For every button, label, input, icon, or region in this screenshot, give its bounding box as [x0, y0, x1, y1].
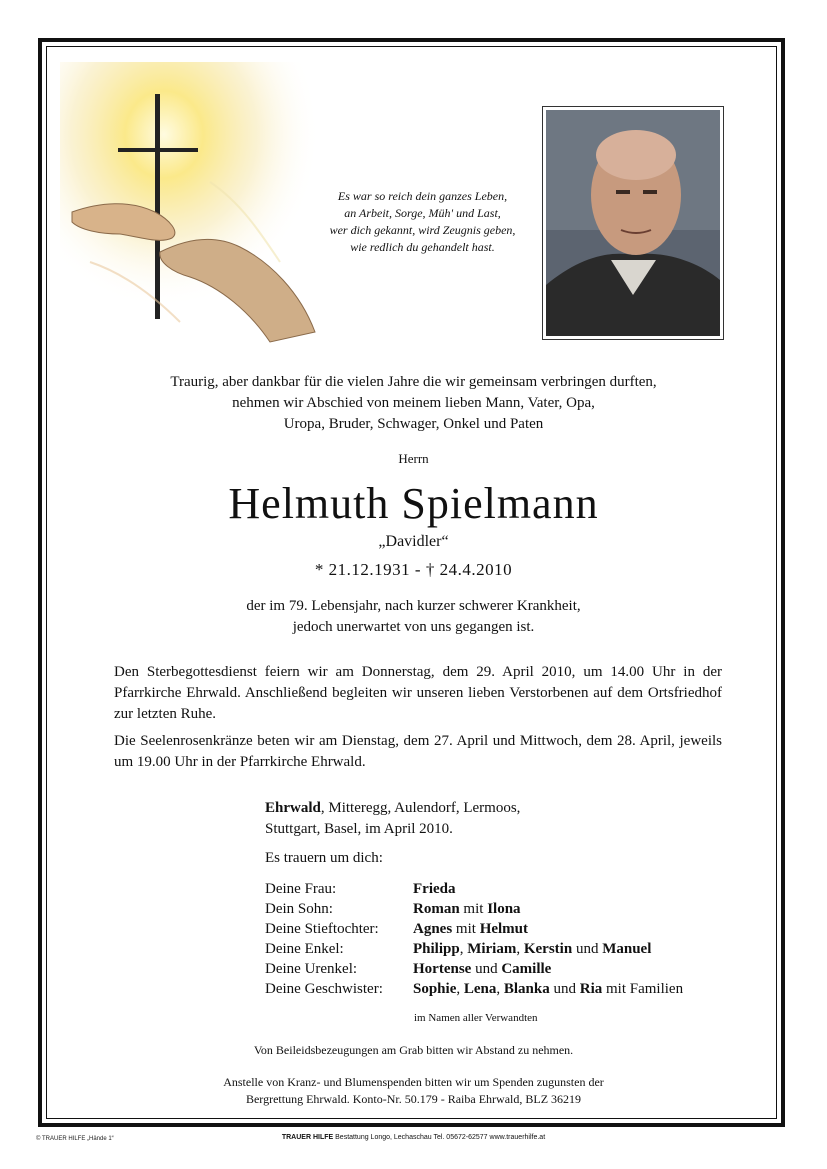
mourner-name: Philipp	[413, 941, 460, 957]
mourner-names	[413, 879, 456, 899]
quote-line: wer dich gekannt, wird Zeugnis geben,	[329, 223, 516, 237]
portrait-frame	[542, 106, 724, 340]
mourner-name: Helmut	[479, 921, 529, 937]
poem-quote	[305, 188, 540, 256]
mourner-connector: ,	[459, 941, 468, 957]
mourner-names	[413, 919, 528, 939]
life-dates: * 21.12.1931 - † 24.4.2010	[314, 560, 513, 579]
mourners-list	[265, 879, 683, 999]
quote-line: an Arbeit, Sorge, Müh' und Last,	[344, 206, 501, 220]
mourner-names	[413, 979, 683, 999]
mourner-name: Lena	[463, 981, 497, 997]
mourner-name: Hortense	[413, 961, 472, 977]
death-note	[60, 596, 767, 638]
mourner-name: Sophie	[413, 981, 457, 997]
mourner-name: Manuel	[602, 941, 652, 957]
death-line: jedoch unerwartet von uns gegangen ist.	[292, 619, 535, 635]
mourner-connector: ,	[496, 981, 504, 997]
mourner-connector: ,	[516, 941, 524, 957]
nickname: „Davidler“	[378, 533, 449, 550]
intro-line: nehmen wir Abschied von meinem lieben Mann, Vater, Opa,	[232, 395, 595, 411]
mourner-name: Ilona	[487, 901, 521, 917]
mourner-role: Deine Stieftochter:	[265, 921, 379, 937]
copyright-note: © TRAUER HILFE „Hände 1“	[36, 1136, 114, 1142]
mourner-row	[265, 959, 683, 979]
relatives-note: im Namen aller Verwandten	[414, 1012, 538, 1024]
mourner-row	[265, 879, 683, 899]
mourner-role: Deine Geschwister:	[265, 981, 383, 997]
location-line2: Stuttgart, Basel, im April 2010.	[265, 821, 453, 837]
intro-line: Uropa, Bruder, Schwager, Onkel und Paten	[283, 416, 544, 432]
mourner-name: Ria	[579, 981, 603, 997]
mourner-connector: mit Familien	[602, 981, 684, 997]
mourner-name: Miriam	[467, 941, 517, 957]
mourner-name: Camille	[501, 961, 552, 977]
mourner-name: Agnes	[413, 921, 453, 937]
mourner-names	[413, 899, 521, 919]
mourner-role: Dein Sohn:	[265, 901, 333, 917]
quote-line: Es war so reich dein ganzes Leben,	[337, 189, 508, 203]
mourner-name: Frieda	[413, 881, 456, 897]
cross-hands-illustration	[60, 62, 320, 352]
cross-vertical	[155, 94, 160, 319]
mourner-role: Deine Enkel:	[265, 941, 344, 957]
mourner-names	[413, 959, 551, 979]
location-rest: , Mitteregg, Aulendorf, Lermoos,	[320, 800, 521, 816]
rosary-paragraph: Die Seelenrosenkränze beten wir am Dienstag, dem 27. April und Mittwoch, dem 28. April, jeweils um 19.00 Uhr in der Pfarrkirche Ehrwald.	[114, 733, 722, 770]
cross-horizontal	[118, 148, 198, 152]
credit-line	[0, 1134, 827, 1141]
mourner-name: Roman	[413, 901, 460, 917]
mourner-connector: und	[549, 981, 580, 997]
mourner-role: Deine Urenkel:	[265, 961, 358, 977]
donation-note	[60, 1074, 767, 1108]
mourner-connector: und	[471, 961, 502, 977]
funeral-paragraph: Den Sterbegottesdienst feiern wir am Donnerstag, dem 29. April 2010, um 14.00 Uhr in der Pfarrkirche Ehrwald. Anschließend begleiten wir unseren lieben Verstorbenen auf dem Ortsfriedhof zur letzten Ruhe.	[114, 664, 722, 722]
intro-text	[60, 372, 767, 435]
salutation: Herrn	[398, 451, 429, 466]
mourner-name: Blanka	[503, 981, 550, 997]
mourner-row	[265, 919, 683, 939]
mourner-role: Deine Frau:	[265, 881, 337, 897]
mourner-row	[265, 939, 683, 959]
mourner-connector: und	[572, 941, 603, 957]
mourner-row	[265, 979, 683, 999]
credit-rest: Bestattung Longo, Lechaschau Tel. 05672-62577 www.trauerhilfe.at	[333, 1134, 546, 1141]
location-bold: Ehrwald	[265, 800, 321, 816]
donation-line: Bergrettung Ehrwald. Konto-Nr. 50.179 - Raiba Ehrwald, BLZ 36219	[245, 1092, 582, 1106]
quote-line: wie redlich du gehandelt hast.	[350, 240, 495, 254]
deceased-name: Helmuth Spielmann	[228, 479, 599, 528]
death-line: der im 79. Lebensjahr, nach kurzer schwerer Krankheit,	[246, 598, 581, 614]
mourner-row	[265, 899, 683, 919]
portrait-photo	[546, 110, 720, 336]
location-block	[265, 798, 520, 840]
donation-line: Anstelle von Kranz- und Blumenspenden bitten wir um Spenden zugunsten der	[223, 1075, 604, 1089]
mourner-connector: mit	[459, 901, 488, 917]
mourner-name: Kerstin	[523, 941, 573, 957]
mourner-connector: ,	[456, 981, 464, 997]
mourner-connector: mit	[452, 921, 480, 937]
intro-line: Traurig, aber dankbar für die vielen Jahre die wir gemeinsam verbringen durften,	[170, 374, 657, 390]
credit-brand: TRAUER HILFE	[281, 1134, 334, 1141]
condolence-note: Von Beileidsbezeugungen am Grab bitten wir Abstand zu nehmen.	[253, 1043, 574, 1057]
mourner-names	[413, 939, 651, 959]
mourn-heading: Es trauern um dich:	[265, 850, 383, 866]
